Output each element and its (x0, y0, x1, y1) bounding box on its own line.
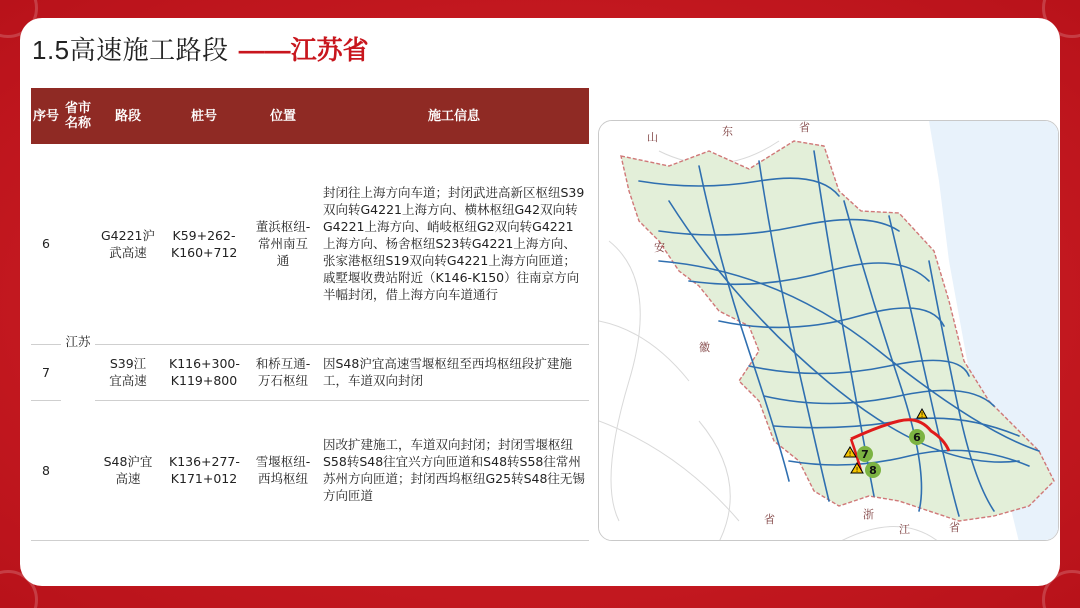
table-header-row (31, 88, 589, 144)
row-road (95, 344, 161, 400)
header-road: 路段 (95, 88, 161, 144)
svg-text:!: ! (855, 466, 859, 474)
map-label-hui: 徽 (699, 341, 710, 354)
table-row (31, 144, 589, 344)
header-stake: 桩号 (161, 88, 247, 144)
row-stake-text: K59+262-K160+712 (171, 227, 238, 260)
row-stake-text: K136+277-K171+012 (169, 454, 240, 486)
row-location-text: 董浜枢纽-常州南互通 (255, 219, 311, 269)
slide-title (32, 30, 369, 74)
row-no: 7 (31, 344, 61, 400)
row-no: 8 (31, 400, 61, 540)
row-info: 封闭往上海方向车道；封闭武进高新区枢纽S39双向转G4221上海方向、横林枢纽G42双向转G4221上海方向、峭岐枢纽G2双向转G4221上海方向、杨舍枢纽S23转G4221上海方向、张家港枢纽S19双向转G4221上海方向匝道；戚墅堰收费站附近（K146-K150）往南京方向半幅封闭，借上海方向车道通行 (319, 144, 589, 344)
svg-text:!: ! (920, 411, 924, 419)
row-stake (161, 344, 247, 400)
map-marker-6 (909, 429, 925, 445)
jiangsu-highway-map (598, 120, 1059, 541)
row-location-text: 雪堰枢纽-西坞枢纽 (255, 454, 311, 486)
svg-text:!: ! (848, 450, 852, 458)
header-no: 序号 (31, 88, 61, 144)
map-label-jiang: 江 (899, 523, 910, 536)
map-label-sheng-bottom: 省 (764, 513, 775, 526)
construction-table (31, 88, 589, 541)
row-info: 因S48沪宜高速雪堰枢纽至西坞枢纽段扩建施工，车道双向封闭 (319, 344, 589, 400)
marker-label: 8 (869, 464, 877, 477)
table-row (31, 400, 589, 540)
row-road (95, 400, 161, 540)
row-province: 江苏 (61, 144, 95, 540)
map-label-sheng-right: 省 (949, 521, 960, 534)
map-label-zhe: 浙 (863, 508, 874, 521)
map-marker-7 (857, 446, 873, 462)
row-location-text: 和桥互通-万石枢纽 (255, 356, 311, 388)
map-label-shan: 山 (647, 131, 658, 144)
row-info: 因改扩建施工，车道双向封闭；封闭雪堰枢纽S58转S48往宜兴方向匝道和S48转S58往常州苏州方向匝道；封闭西坞枢纽G25转S48往无锡方向匝道 (319, 400, 589, 540)
row-location (247, 400, 319, 540)
row-road (95, 144, 161, 344)
row-road-text: S39江宜高速 (109, 356, 147, 388)
row-road-text: S48沪宜高速 (103, 454, 153, 486)
title-province-text: ——江苏省 (238, 35, 369, 65)
map-label-an: 安 (654, 241, 665, 254)
marker-label: 6 (913, 431, 921, 444)
map-label-sheng-top: 省 (799, 121, 810, 134)
title-main-text: 1.5高速施工路段 (32, 35, 229, 65)
marker-label: 7 (861, 448, 869, 461)
map-marker-8 (865, 462, 881, 478)
row-location (247, 144, 319, 344)
row-location (247, 344, 319, 400)
row-no: 6 (31, 144, 61, 344)
map-canvas (599, 121, 1059, 541)
row-road-text: G4221沪武高速 (101, 227, 155, 260)
header-province-text: 省市名称 (64, 101, 91, 131)
header-province (61, 88, 95, 144)
map-label-dong: 东 (722, 125, 733, 138)
row-stake (161, 144, 247, 344)
row-stake-text: K116+300-K119+800 (169, 356, 240, 388)
header-info: 施工信息 (319, 88, 589, 144)
header-location: 位置 (247, 88, 319, 144)
table-row (31, 344, 589, 400)
row-stake (161, 400, 247, 540)
